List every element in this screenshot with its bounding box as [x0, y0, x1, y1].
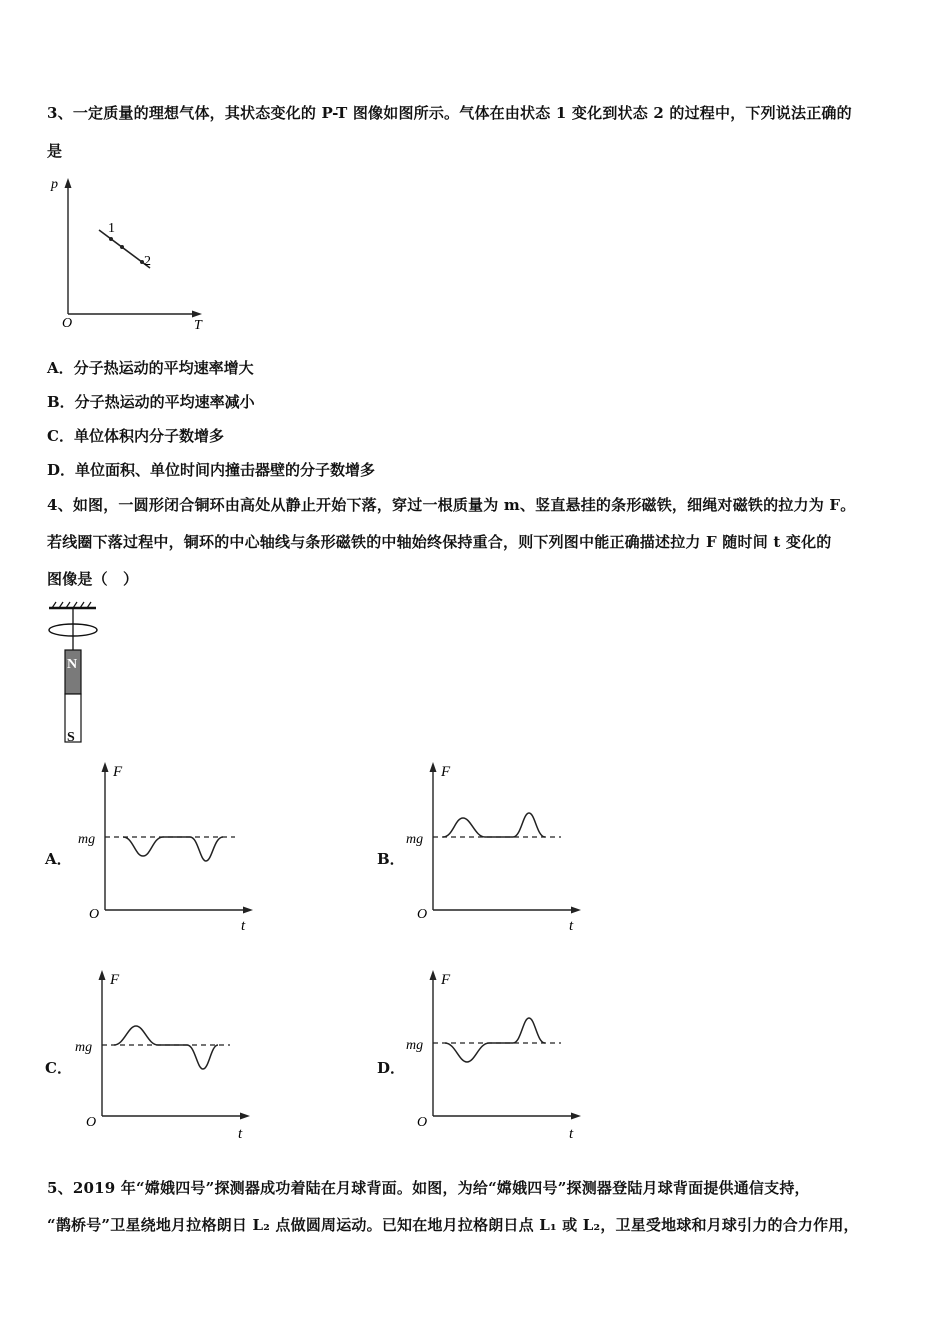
q3-axis-T: T — [194, 318, 202, 333]
graph-b-F-label: F — [441, 764, 451, 780]
q3-origin: O — [62, 316, 73, 331]
q3-point-2: 2 — [144, 254, 151, 269]
graph-c-origin: O — [86, 1115, 97, 1130]
q3-option-a[interactable]: A．分子热运动的平均速率增大 — [47, 359, 254, 377]
q4-stem-line2: 若线圈下落过程中，铜环的中心轴线与条形磁铁的中轴始终保持重合，则下列图中能正确描述拉力 F 随时间 t 变化的 — [47, 533, 832, 551]
graph-b-origin: O — [417, 907, 428, 922]
q5-stem-line1: 5、2019 年“嫦娥四号”探测器成功着陆在月球背面。如图，为给“嫦娥四号”探测器登陆月球背面提供通信支持， — [47, 1179, 810, 1197]
graph-c-F-label: F — [110, 972, 120, 988]
q4-stem-line1: 4、如图，一圆形闭合铜环由高处从静止开始下落，穿过一根质量为 m、竖直悬挂的条形磁铁，细绳对磁铁的拉力为 F。 — [47, 496, 856, 514]
graph-d-origin: O — [417, 1115, 428, 1130]
graph-d-mg-label: mg — [406, 1038, 424, 1053]
q4-graph-d[interactable] — [403, 966, 593, 1146]
graph-d-F-label: F — [441, 972, 451, 988]
q4-graph-a[interactable] — [75, 758, 265, 938]
graph-a-origin: O — [89, 907, 100, 922]
q4-choice-a-label[interactable]: A． — [45, 850, 72, 868]
q4-choice-b-label[interactable]: B． — [377, 850, 405, 868]
q4-choice-c-label[interactable]: C． — [45, 1059, 72, 1077]
graph-c-t-label: t — [238, 1126, 243, 1142]
q3-axis-p: p — [51, 177, 58, 192]
q3-stem-line1: 3、一定质量的理想气体，其状态变化的 P-T 图像如图所示。气体在由状态 1 变化到状态 2 的过程中，下列说法正确的 — [47, 104, 852, 122]
q3-option-b[interactable]: B．分子热运动的平均速率减小 — [47, 393, 255, 411]
q4-choice-d-label[interactable]: D． — [377, 1059, 406, 1077]
graph-a-mg-label: mg — [78, 832, 96, 847]
graph-a-t-label: t — [241, 918, 246, 934]
magnet-north-label: N — [67, 657, 78, 672]
graph-d-t-label: t — [569, 1126, 574, 1142]
graph-b-t-label: t — [569, 918, 574, 934]
magnet-south-label: S — [67, 730, 75, 745]
q4-graph-b[interactable] — [403, 758, 593, 938]
q3-point-1: 1 — [108, 221, 115, 236]
q3-option-d[interactable]: D．单位面积、单位时间内撞击器壁的分子数增多 — [47, 461, 376, 479]
q3-pt-graph — [48, 172, 218, 337]
q4-magnet-figure — [44, 600, 104, 745]
q5-stem-line2: “鹊桥号”卫星绕地月拉格朗日 L₂ 点做圆周运动。已知在地月拉格朗日点 L₁ 或 L₂，卫星受地球和月球引力的合力作用， — [47, 1216, 859, 1234]
q4-graph-c[interactable] — [72, 966, 262, 1146]
q3-option-c[interactable]: C．单位体积内分子数增多 — [47, 427, 224, 445]
graph-a-F-label: F — [113, 764, 123, 780]
q3-stem-line2: 是 — [47, 142, 63, 160]
q4-stem-line3: 图像是（ ） — [47, 570, 139, 588]
graph-c-mg-label: mg — [75, 1040, 93, 1055]
graph-b-mg-label: mg — [406, 832, 424, 847]
